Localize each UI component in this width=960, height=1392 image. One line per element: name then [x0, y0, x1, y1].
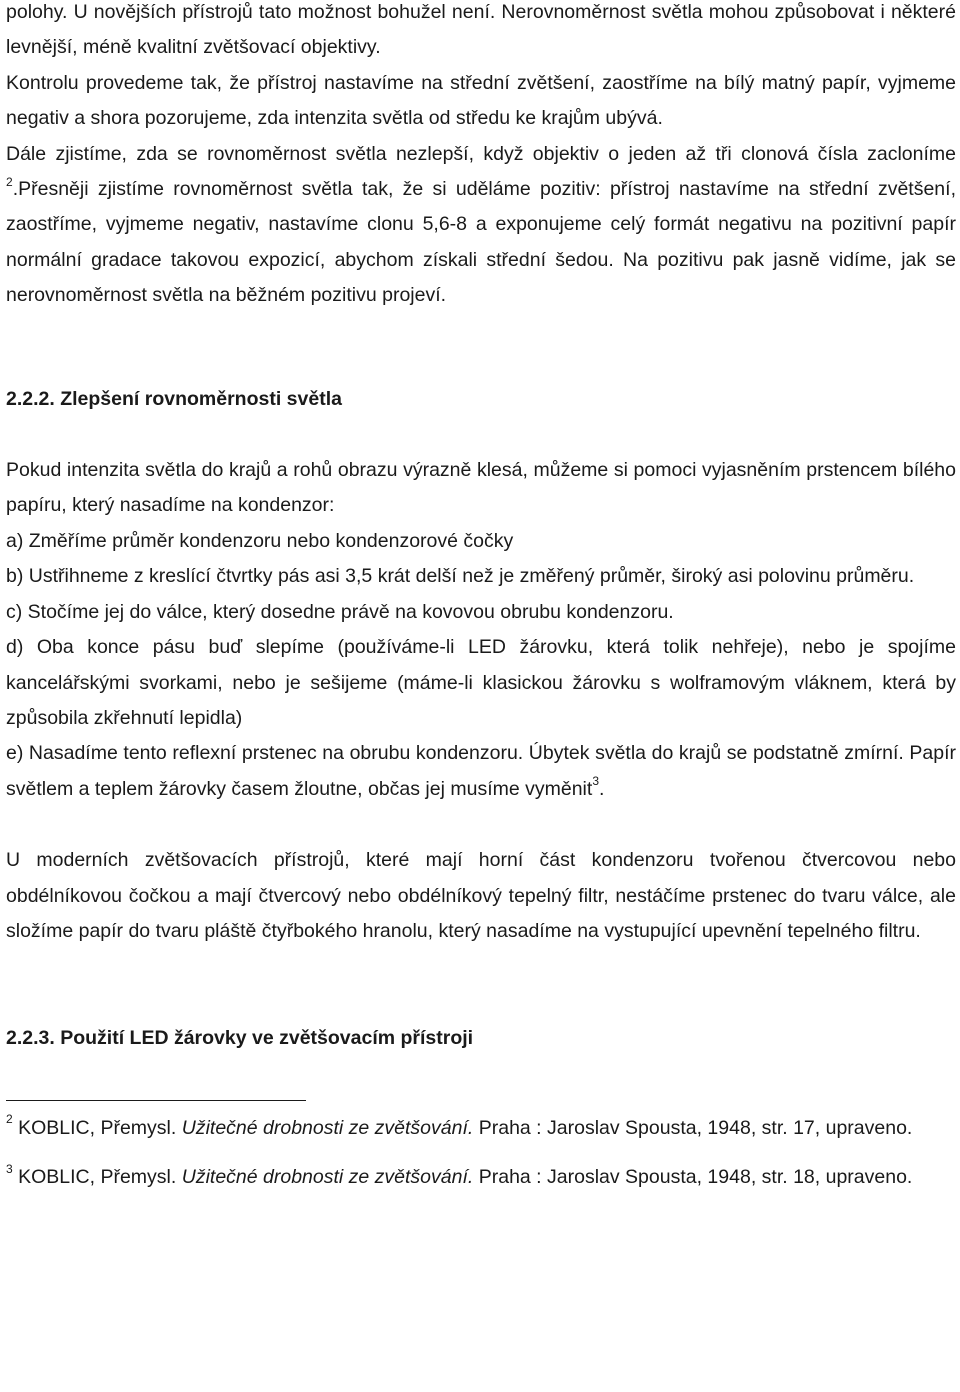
section-heading-2-2-3: 2.2.3. Použití LED žárovky ve zvětšovacím přístroji — [6, 1027, 474, 1050]
footnote-publisher: Praha : Jaroslav Spousta, 1948, str. 18, upraveno. — [473, 1166, 913, 1189]
footnote-author: KOBLIC, Přemysl. — [12, 1166, 182, 1189]
list-item-step-c: c) Stočíme jej do válce, který dosedne právě na kovovou obrubu kondenzoru. — [6, 600, 674, 623]
paragraph-modern-enlargers: U moderních zvětšovacích přístrojů, které mají horní část kondenzoru tvořenou čtvercovou nebo obdélníkovou čočkou a mají čtvercový nebo obdélníkový tepelný filtr, nestáčíme prstenec do tvaru válce, ale složíme papír do tvaru pláště čtyřbokého hranolu, který nasadíme na vystupující upevnění tepelného filtru. — [6, 849, 956, 942]
paragraph-ring-intro: Pokud intenzita světla do krajů a rohů obrazu výrazně klesá, můžeme si pomoci vyjasněním prstencem bílého papíru, který nasadíme na kondenzor: — [6, 459, 956, 517]
paragraph-condenser-position: polohy. U novějších přístrojů tato možnost bohužel není. Nerovnoměrnost světla mohou způsobovat i některé levnější, méně kvalitní zvětšovací objektivy. — [6, 1, 956, 59]
footnote-title: Užitečné drobnosti ze zvětšování. — [181, 1116, 474, 1139]
step-e-end: . — [599, 777, 605, 800]
list-item-step-a: a) Změříme průměr kondenzoru nebo kondenzorové čočky — [6, 529, 514, 552]
footnote-author: KOBLIC, Přemysl. — [12, 1116, 182, 1139]
footnote-number: 2 — [6, 1112, 13, 1127]
paragraph-aperture-test — [6, 137, 956, 314]
document-page — [6, 0, 956, 1196]
footnote-number: 3 — [6, 1161, 13, 1176]
list-item-step-d: d) Oba konce pásu buď slepíme (používáme-li LED žárovku, která tolik nehřeje), nebo je spojíme kancelářskými svorkami, nebo je sešijeme (máme-li klasickou žárovku s wolframovým vláknem, která by způsobila zkřehnutí lepidla) — [6, 636, 956, 729]
section-heading-2-2-2: 2.2.2. Zlepšení rovnoměrnosti světla — [6, 387, 342, 410]
list-item-step-e — [6, 736, 956, 807]
paragraph-positive-test-text: .Přesněji zjistíme rovnoměrnost světla tak, že si uděláme pozitiv: přístroj nastavíme na střední zvětšení, zaostříme, vyjmeme negativ, nastavíme clonu 5,6-8 a exponujeme celý formát negativu na pozitivní papír normální gradace takovou expozicí, abychom získali střední šedou. Na pozitivu pak jasně vidíme, jak se nerovnoměrnost světla na běžném pozitivu projeví. — [6, 178, 956, 307]
footnote-title: Užitečné drobnosti ze zvětšování. — [181, 1166, 474, 1189]
list-item-step-b: b) Ustřihneme z kreslící čtvrtky pás asi 3,5 krát delší než je změřený průměr, široký asi polovinu průměru. — [6, 565, 915, 588]
step-e-text: e) Nasadíme tento reflexní prstenec na obrubu kondenzoru. Úbytek světla do krajů se podstatně zmírní. Papír světlem a teplem žárovky časem žloutne, občas jej musíme vyměnit — [6, 742, 956, 800]
paragraph-aperture-text: Dále zjistíme, zda se rovnoměrnost světla nezlepší, když objektiv o jeden až tři clonová čísla zacloníme — [6, 142, 956, 165]
footnote-2 — [6, 1111, 956, 1146]
footnote-publisher: Praha : Jaroslav Spousta, 1948, str. 17, upraveno. — [473, 1116, 913, 1139]
footnote-ref-2: 2 — [6, 174, 13, 189]
footnote-3 — [6, 1160, 956, 1195]
paragraph-check-procedure: Kontrolu provedeme tak, že přístroj nastavíme na střední zvětšení, zaostříme na bílý matný papír, vyjmeme negativ a shora pozorujeme, zda intenzita světla od středu ke krajům ubývá. — [6, 71, 956, 130]
footnote-ref-3: 3 — [592, 774, 599, 789]
